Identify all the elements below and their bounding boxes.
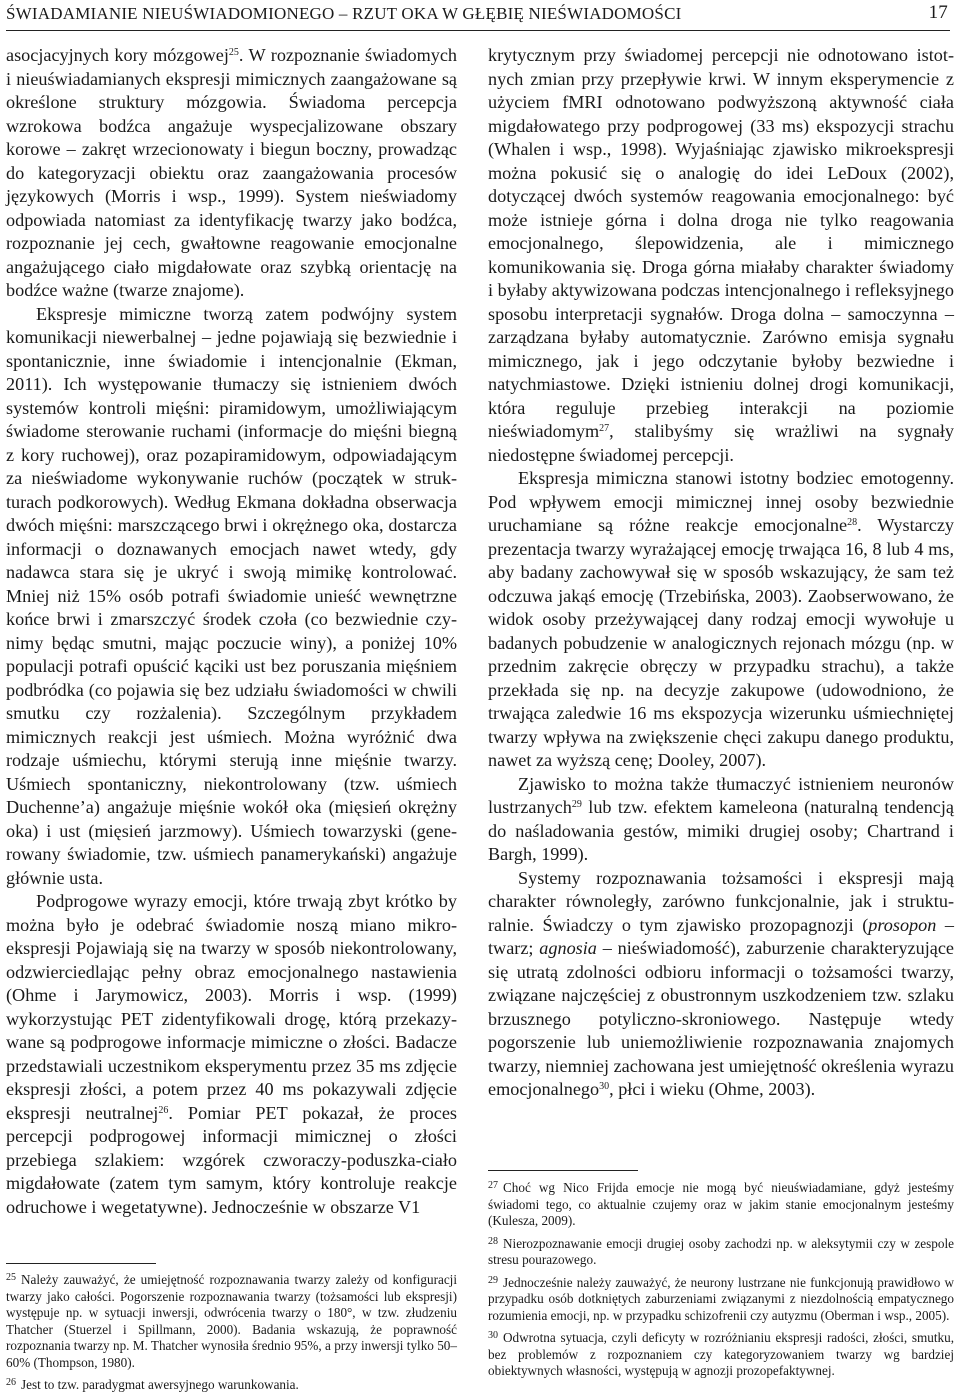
right-paragraph-3: Zjawisko to można także tłumaczyć istnieniem neuronów lustrzanych$^{29}$ lub tzw. efektem kameleona (naturalną tendencją do naśladowania gestów, mimiki drugiej osoby; Chartrand i Bargh, 1999). [488, 773, 954, 864]
footnote-ref-27[interactable]: 27 [599, 423, 610, 434]
footnote-ref-30[interactable]: 30 [599, 1081, 610, 1092]
left-column [6, 44, 457, 1219]
footnote-29: $^{29}$ Jednocześnie należy zauważyć, że neurony lustrzane nie funkcjonują prawidłowo w przypadku osób dotkniętych zaburzeniami związanymi z niezdolnością empatycznego rozumienia emocji, np. w przypadku schizofrenii czy autyzmu (Oberman i wsp., 2005). [488, 1274, 954, 1323]
left-paragraph-1: asocjacyjnych kory mózgowej$^{25}$. W rozpoznanie świadomych i nieuświadamianych ekspresji mimicznych zaangażowane są określone struktury mózgowia. Świadoma percepcja wzrokowa bodźca angażuje wyspecjalizowane obszary korowe – zakręt wrzecionowaty i biegun boczny, prowadząc do kategoryzacji obiektu oraz zaangażowania procesów językowych (Morris i wsp., 1999). System nieświadomy odpowiada natomiast za identyfikację twarzy jako bodźca, rozpoznanie jej cech, gwałtowne reagowanie emocjonalne angażującego ciało migdałowate oraz szybką orientację na bodźce ważne (twarze znajome). [6, 45, 457, 300]
footnote-ref-25[interactable]: 25 [228, 47, 239, 58]
footnotes-left [6, 1272, 457, 1400]
footnote-30: $^{30}$ Odwrotna sytuacja, czyli deficyty w rozróżnianiu ekspresji radości, złości, smutku, bez problemów z rozpoznaniem czy kategoryzowaniem twarzy wg bardziej obiektywnych własności, występują w agnozji prozopefaktywnej. [488, 1330, 954, 1378]
running-header [6, 2, 950, 31]
running-header-title: ŚWIADAMIANIE NIEUŚWIADOMIONEGO – RZUT OKA W GŁĘBIĘ NIEŚWIADOMOŚCI [6, 4, 682, 23]
footnote-25: $^{25}$ Należy zauważyć, że umiejętność rozpoznawania twarzy zależy od konfiguracji twarzy jako całości. Pogorszenie rozpoznawania twarzy (tożsamości lub ekspresji) występuje np. w sytuacji inwersji, odwrócenia twarzy o 180°, w tzw. złudzeniu Thatcher (Stuerzel i Spillmann, 2000). Badania wskazują, że poprawność rozpoznania twarzy np. M. Thatcher wynosiła średnio 95%, a przy inwersji tylko 50–60% (Thompson, 1980). [6, 1272, 457, 1370]
footnote-ref-29[interactable]: 29 [571, 799, 582, 810]
footnotes-right [488, 1180, 954, 1386]
right-paragraph-1: krytycznym przy świadomej percepcji nie odnotowano istotnych zmian przy przepływie krwi. W innym eksperymencie z użyciem fMRI odnotowano podwyższoną aktywność ciała migdałowatego przy podprogowej (33 ms) ekspozycji strachu (Whalen i wsp., 1998). Wyjaśniając zjawisko mikroekspresji można pokusić się o analogię do idei LeDoux (2002), dotyczącej dwóch systemów reagowania emocjonalnego: być może istnieje górna i dolna droga nie tylko reagowania emocjonalnego, ślepowidzenia, ale i mimicznego komunikowania się. Droga górna miałaby charakter świadomy i byłaby aktywizowana podczas intencjonalnego i refleksyjnego sposobu interpretacji sygnałów. Droga dolna – samoczynna – zarządzana byłaby automatycznie. Zarówno emisja sygnału mimicznego, jak i jego odczytanie byłoby bezwiedne i natychmiastowe. Dzięki istnieniu dolnej drogi komunikacji, która reguluje przebieg interakcji na poziomie nieświadomym$^{27}$, stalibyśmy się wrażliwi na sygnały niedostępne świadomej percepcji. [488, 45, 954, 465]
footnote-divider-right [488, 1170, 638, 1171]
footnote-ref-26[interactable]: 26 [158, 1104, 169, 1116]
footnote-divider-left [6, 1263, 156, 1264]
right-paragraph-2: Ekspresja mimiczna stanowi istotny bodziec emotogenny. Pod wpływem emocji mimicznej innej osoby bezwiednie uruchamiane są różne reakcje emocjonalne$^{28}$. Wystarczy prezentacja twarzy wyrażającej emocję trwająca 16, 8 lub 4 ms, aby badany zachowywał się w sposób wskazujący, że sam też odczuwa jakąś emocję (Trzebińska, 2003). Zaobserwowano, że widok osoby przeżywającej dany rodzaj emocji wywołuje u badanych pobudzenie w analogicznych rejonach mózgu (np. w przednim zakręcie obręczy w przypadku strachu), a także przekłada się np. na decyzje zakupowe (udowodniono, że trwająca zaledwie 16 ms ekspozycja wizerunku uśmiechniętej twarzy wpływa na zwiększenie chęci zakupu danego produktu, nawet za wyższą cenę; Dooley, 2007). [488, 468, 954, 770]
footnote-26: $^{26}$ Jest to tzw. paradygmat awersyjnego warunkowania. [6, 1377, 299, 1392]
left-paragraph-2: Ekspresje mimiczne tworzą zatem podwójny system komunikacji niewerbalnej – jedne pojawiają się bezwiednie i spontanicznie, inne świadomie i intencjonalnie (Ekman, 2011). Ich występowanie tłumaczy się istnieniem dwóch systemów kontroli mięśni: piramidowym, umożliwiającym świadome sterowanie ruchami (informacje do mięśni biegną z kory ruchowej), oraz pozapiramidowym, odpowiadającym za nieświadome wykonywanie ruchów (początek w strukturach podkorowych). Według Ekmana dokładna obserwacja dwóch mięśni: marszczącego brwi i okrężnego oka, dostarcza informacji o doznawanych emocjach nawet wtedy, gdy nadawca stara się je ukryć i swoją mimikę kontrolować. Mniej niż 15% osób potrafi świadomie unieść wewnętrzne końce brwi i zmarszczyć środek czoła (co bezwiednie czynimy będąc smutni, mając poczucie winy), a poniżej 10% populacji potrafi opuścić kąciki ust bez poruszania mięśniem podbródka (co pojawia się bez udziału świadomości w chwili smutku czy rozżalenia). Szczególnym przykładem mimicznych reakcji jest uśmiech. Można wyróżnić dwa rodzaje uśmiechu, którymi sterują inne mięśnie twarzy. Uśmiech spontaniczny, niekontrolowany (tzw. uśmiech Duchenne’a) angażuje mięśnie wokół oka (mięsień okrężny oka) i ust (mięsień jarzmowy). Uśmiech towarzyski (generowany świadomie, tzw. uśmiech panamerykański) angażuje głównie usta. [6, 303, 457, 888]
left-paragraph-3: Podprogowe wyrazy emocji, które trwają zbyt krótko by można było je odebrać świadomie noszą miano mikroekspresji Pojawiają się na twarzy w sposób niekontrolowany, odzwierciedlając pełny obraz emocjonalnego nastawienia (Ohme i Jarymowicz, 2003). Morris i wsp. (1999) wykorzystując PET zidentyfikowali drogę, którą przekazywane są podprogowe informacje mimiczne o złości. Badacze przedstawiali uczestnikom eksperymentu przez 35 ms zdjęcie ekspresji złości, a potem przez 40 ms pokazywali zdjęcie ekspresji neutralnej$^{26}$. Pomiar PET pokazał, że proces percepcji podprogowej informacji mimicznej o złości przebiega szlakiem: wzgórek czworaczy-poduszka-ciało migdałowate (zatem tym samym, który kontroluje reakcje odruchowe i wegetatywne). Jednocześnie w obszarze V1 [6, 891, 457, 1217]
footnote-27: $^{27}$ Choć wg Nico Frijda emocje nie mogą być nieuświadamiane, gdyż jesteśmy świadomi tego, co aktualnie czujemy oraz w jakim stanie emocjonalnym jesteśmy (Kulesza, 2009). [488, 1180, 954, 1228]
footnote-28: $^{28}$ Nierozpoznawanie emocji drugiej osoby zachodzi np. w aleksytymii czy w zespole stresu pourazowego. [488, 1235, 954, 1267]
right-column [488, 44, 954, 1102]
right-paragraph-4: Systemy rozpoznawania tożsamości i ekspresji mają charakter równoległy, zarówno funkcjonalnie, jak i strukturalnie. Świadczy o tym zjawisko prozopagnozji (prosopon – twarz; agnosia – nieświadomość), zaburzenie charakteryzujące się utratą zdolności odbioru informacji o tożsamości twarzy, związane najczęściej z obustronnym uszkodzeniem tzw. szlaku brzusznego potyliczno-skroniowego. Następuje wtedy pogorszenie lub uniemożliwienie rozpoznawania znajomych twarzy, niemniej zachowana jest umiejętność określenia wyrazu emocjonalnego$^{30}$, płci i wieku (Ohme, 2003). [488, 867, 955, 1099]
footnote-ref-28[interactable]: 28 [847, 517, 858, 528]
page-number: 17 [928, 2, 948, 23]
